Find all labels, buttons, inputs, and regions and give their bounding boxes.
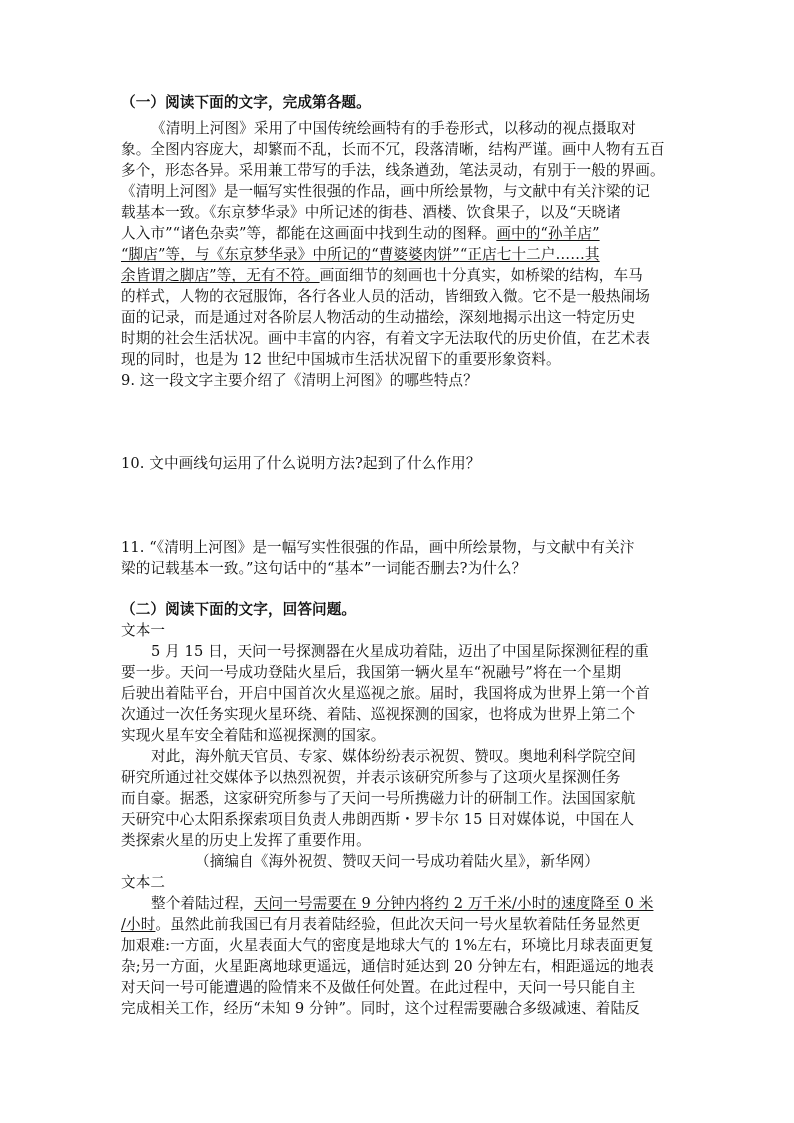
text2-line: 加艰难:一方面，火星表面大气的密度是地球大气的 1%左右，环境比月球表面更复 [121,937,654,954]
text1-line: 天研究中心太阳系探索项目负责人弗朗西斯・罗卡尔 15 日对媒体说，中国在人 [121,811,635,828]
text2-line: 杂;另一方面，火星距离地球更遥远，通信时延达到 20 分钟左右，相距遥远的地表 [121,958,654,975]
passage-line: 现的同时，也是为 12 世纪中国城市生活状况留下的重要形象资料。 [121,351,561,368]
passage-line: 的样式，人物的衣冠服饰，各行各业人员的活动，皆细致入微。它不是一般热闹场 [121,288,650,305]
text1-source: （摘编自《海外祝贺、赞叹天问一号成功着陆火星》，新华网） [195,853,600,870]
text2-line [151,894,653,913]
text1-line: 实现火星车安全着陆和巡视探测的国家。 [121,727,386,744]
text1-line: 类探索火星的历史上发挥了重要作用。 [121,832,371,849]
underlined-sentence: 画中的“孙羊店” [496,225,600,242]
text1-line: 5 月 15 日，天问一号探测器在火星成功着陆，迈出了中国星际探测征程的重 [151,643,649,660]
section1-heading: （一）阅读下面的文字，完成第各题。 [121,94,371,111]
passage-line: 时期的社会生活状况。画中丰富的内容，有着文字无法取代的历史价值，在艺术表 [121,330,650,347]
passage-text: 人入市”“诸色杂卖”等，都能在这画面中找到生动的图释。 [121,225,497,242]
passage-line: 象。全图内容庞大，却繁而不乱，长而不冗，段落清晰，结构严谨。画中人物有五百 [121,141,665,158]
passage-line: 《清明上河图》是一幅写实性很强的作品，画中所绘景物，与文献中有关汴梁的记 [121,183,650,200]
passage-line: 载基本一致。《东京梦华录》中所记述的街巷、酒楼、饮食果子，以及“天晓诸 [121,204,621,221]
text2-line [121,915,640,934]
passage-line [121,266,643,285]
text1-line: 而自豪。据悉，这家研究所参与了天问一号所携磁力计的研制工作。法国国家航 [121,790,636,807]
text1-line: 要一步。天问一号成功登陆火星后，我国第一辆火星车“祝融号”将在一个星期 [121,664,622,681]
text1-label: 文本一 [121,622,166,639]
text2-line: 对天问一号可能遭遇的险情来不及做任何处置。在此过程中，天问一号只能自主 [121,979,636,996]
text1-line: 研究所通过社交媒体予以热烈祝贺，并表示该研究所参与了这项火星探测任务 [121,769,621,786]
text2-line: 完成相关工作，经历“未知 9 分钟”。同时，这个过程需要融合多级减速、着陆反 [121,1000,640,1017]
underlined-sentence: “脚店”等，与《东京梦华录》中所记的“曹婆婆肉饼”“正店七十二户……其 [121,246,600,263]
underlined-sentence: 天问一号需要在 9 分钟内将约 2 万千米/小时的速度降至 0 米 [253,895,654,912]
text2-text: 。虽然此前我国已有月表着陆经验，但此次天问一号火星软着陆任务显然更 [155,916,641,933]
underlined-sentence: 余皆谓之脚店”等，无有不符。 [121,267,320,284]
question-10: 10. 文中画线句运用了什么说明方法?起到了什么作用？ [121,455,481,472]
question-9: 9. 这一段文字主要介绍了《清明上河图》的哪些特点？ [121,372,478,389]
passage-text: 画面细节的刻画也十分真实，如桥梁的结构，车马 [319,267,643,284]
text1-line: 次通过一次任务实现火星环绕、着陆、巡视探测的国家，也将成为世界上第二个 [121,706,636,723]
text2-text: 整个着陆过程， [151,895,254,912]
passage-line: 多个，形态各异。采用兼工带写的手法，线条遒劲，笔法灵动，有别于一般的界画。 [121,162,665,179]
text2-label: 文本二 [121,874,166,891]
section2-heading: （二）阅读下面的文字，回答问题。 [121,601,357,618]
text1-line: 后驶出着陆平台，开启中国首次火星巡视之旅。届时，我国将成为世界上第一个首 [121,685,650,702]
passage-line [121,224,600,243]
underlined-sentence: /小时 [121,916,156,933]
question-11-line1: 11. “《清明上河图》是一幅写实性很强的作品，画中所绘景物，与文献中有关汴 [121,539,635,556]
text1-line: 对此，海外航天官员、专家、媒体纷纷表示祝贺、赞叹。奥地利科学院空间 [151,748,636,765]
passage-line: 面的记录，而是通过对各阶层人物活动的生动描绘，深刻地揭示出这一特定历史 [121,309,636,326]
passage-line: 《清明上河图》采用了中国传统绘画特有的手卷形式，以移动的视点摄取对 [151,120,636,137]
question-11-line2: 梁的记载基本一致。”这句话中的“基本”一词能否删去?为什么？ [121,560,527,577]
